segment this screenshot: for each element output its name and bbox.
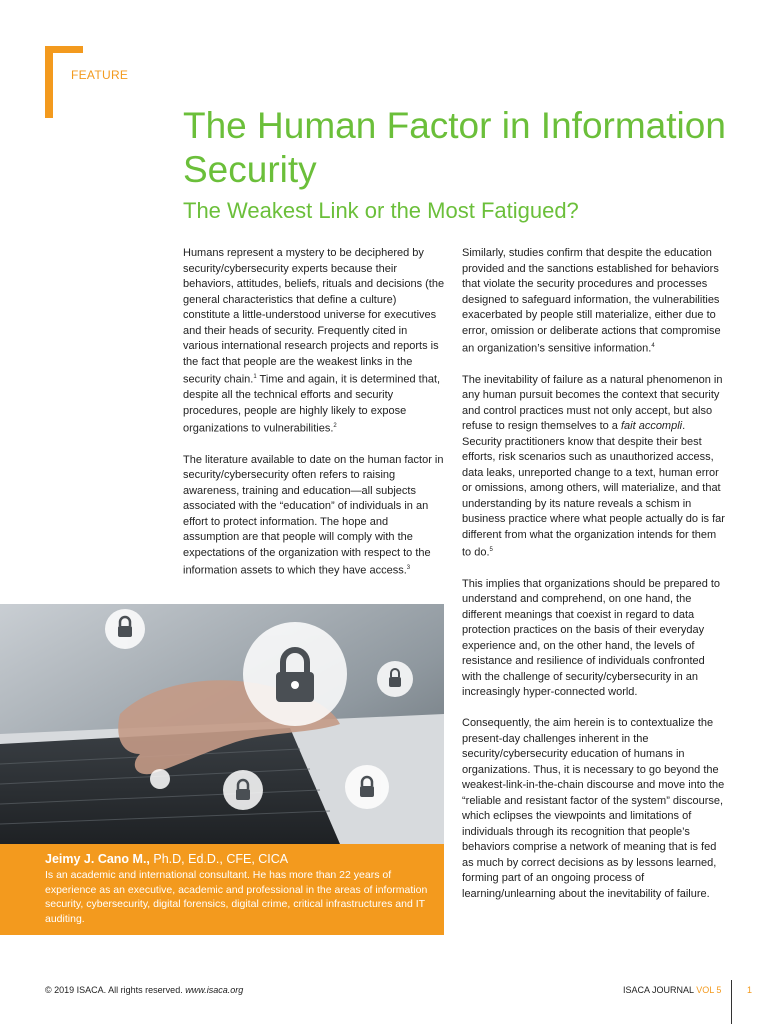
article-photo [0, 604, 444, 844]
footnote-ref[interactable]: 2 [333, 423, 337, 430]
footer-url[interactable]: www.isaca.org [185, 985, 244, 995]
footnote-ref[interactable]: 3 [406, 565, 411, 572]
hand-keyboard-lock-illustration [0, 604, 444, 844]
article-subtitle: The Weakest Link or the Most Fatigued? [183, 198, 579, 223]
paragraph: The literature available to date on the human factor in security/cybersecurity often refers to raising awareness, training and education—all subjects associated with the “education” of individuals in an effort to protect information. The hope and assumption are that people will comply with the expectations of the organization with respect to the information assets to which they have access.$^3$ [183, 453, 444, 577]
article-title: The Human Factor in Information Security [183, 105, 726, 190]
author-bio-text: Is an academic and international consultant. He has more than 22 years of experience as an executive, academic and professional in the areas of information security, cybersecurity, digital forensics, digital crime, critical infrastructures and IT auditing. [45, 869, 428, 925]
paragraph: Consequently, the aim herein is to contextualize the present-day challenges inherent in the security/cybersecurity education of humans in organizations. Thus, it is necessary to go beyond the weakest-link-in-the-chain discourse and move into the “reliable and resistant factor of the system” discourse, which eclipses the viewpoints and limitations of individuals through its recognition that people’s behaviors comprise a network of meaning that is fed as much by correct decisions as by lessons learned, forming part of an ongoing process of learning/unlearning about the inevitability of failure. [462, 717, 725, 900]
paragraph: Similarly, studies confirm that despite the education provided and the sanctions established for behaviors that violate the security procedures and processes designed to safeguard information, the vulnerabilities exacerbated by people still materialize, either due to error, omission or deliberate actions that compromise an organization’s sensitive information.$^4$ [462, 247, 721, 355]
author-bio [0, 844, 444, 935]
footnote-ref[interactable]: 4 [651, 343, 655, 349]
left-column [183, 246, 445, 595]
footer-divider [731, 980, 732, 1024]
paragraph: The inevitability of failure as a natural phenomenon in any human pursuit becomes the context that security and control practices must not only accept, but also refuse to resign themselves to a fait accompli. Security practitioners know that despite their best efforts, risk scenarios such as unauthorized access, data leaks, unreported change to a text, human error or omissions, among others, will materialize, and that understanding by its nature reveals a schism in business practice where what people actually do is far different from what the organization intends for them to do.$^5$ [462, 373, 725, 559]
right-column [462, 246, 726, 918]
feature-accent-bar-top [45, 46, 83, 53]
author-name: Jeimy J. Cano M., Ph.D, Ed.D., CFE, CICA [45, 852, 289, 866]
footnote-ref[interactable]: 1 [253, 374, 257, 380]
feature-accent-bar [45, 46, 53, 118]
footnote-ref[interactable]: 5 [489, 547, 493, 554]
page-number: 1 [747, 985, 753, 995]
footer-journal: ISACA JOURNAL VOL 5 [623, 985, 722, 995]
paragraph: This implies that organizations should be prepared to understand and comprehend, on one hand, the different meanings that coexist in regard to data protection practices on the basis of their everyday experience and, on the other hand, the levels of resistance and resilience of individuals confronted with the challenge of security/cybersecurity in an increasingly hyper-connected world. [462, 577, 721, 699]
paragraph: Humans represent a mystery to be deciphered by security/cybersecurity experts because their behaviors, attitudes, beliefs, rituals and decisions (the general characteristics that define a culture) constitute a little-understood universe for executives and their heads of security. Frequently cited in various international research projects and reports is the fact that people are the weakest links in the security chain.$^1$ Time and again, it is determined that, despite all the technical efforts and security procedures, people are highly likely to expose organizations to vulnerabilities.$^2$ [183, 247, 445, 435]
footer-copyright: © 2019 ISACA. All rights reserved. www.isaca.org [45, 985, 244, 995]
section-label: FEATURE [71, 68, 129, 82]
